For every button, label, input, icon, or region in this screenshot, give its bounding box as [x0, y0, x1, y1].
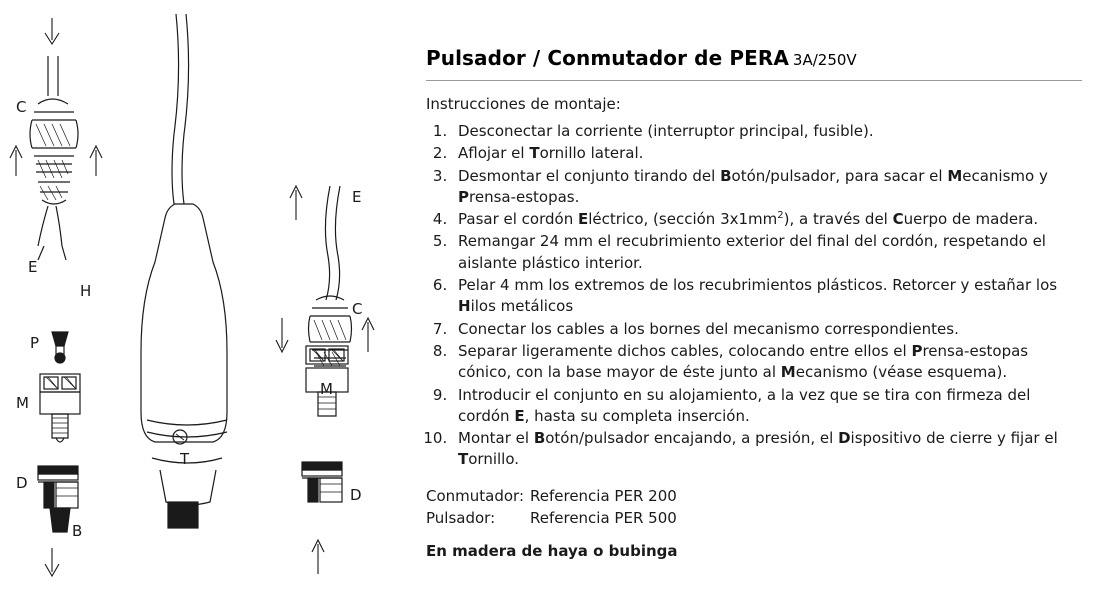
reference-row [426, 507, 1084, 530]
reference-value: Referencia PER 500 [530, 509, 677, 528]
wire-left-b [56, 206, 62, 246]
button-assembly-right [302, 462, 342, 502]
mechanism-block-left [40, 374, 80, 442]
arrow-up-left-1 [10, 146, 22, 176]
arrow-up-right-bottom [312, 540, 324, 574]
label-B-left: B [72, 522, 83, 540]
pear-body [141, 204, 227, 528]
label-C-right: C [352, 300, 363, 318]
material-note: En madera de haya o bubinga [426, 541, 678, 560]
list-item: 4. Pasar el cordón Eléctrico, (sección $3x1mm^2$), a través del Cuerpo de madera. [452, 209, 1084, 230]
gland-right [309, 296, 352, 366]
instructions-panel [424, 0, 1084, 600]
arrow-bottom-left [45, 548, 59, 576]
arrow-up-right-top [290, 186, 302, 220]
intro-text: Instrucciones de montaje: [426, 95, 621, 113]
assembly-diagram [0, 0, 420, 600]
wire-left-a [38, 206, 48, 246]
list-item: 9. Introducir el conjunto en su alojamiento, a la vez que se tira con firmeza del cordón E, hasta su completa inserción. [452, 385, 1084, 428]
list-item: 7. Conectar los cables a los bornes del mecanismo correspondientes. [452, 319, 1084, 340]
list-item: 5. Remangar 24 mm el recubrimiento exterior del final del cordón, respetando el aislante plástico interior. [452, 231, 1084, 274]
label-D-left: D [16, 474, 28, 492]
header-divider [426, 80, 1082, 81]
rating-text: 3A/250V [792, 51, 857, 69]
reference-row [426, 485, 1084, 508]
label-P-left: P [30, 334, 40, 352]
list-item: 6. Pelar 4 mm los extremos de los recubrimientos plásticos. Retorcer y estañar los Hilos metálicos [452, 275, 1084, 318]
page-title: Pulsador / Conmutador de PERA [426, 46, 789, 70]
cord-center [172, 14, 179, 204]
label-H-left: H [80, 282, 92, 300]
cone-piece-P [52, 332, 68, 363]
reference-label: Conmutador: [426, 486, 525, 505]
diagram-svg [0, 0, 420, 600]
cord-right [325, 186, 330, 300]
arrow-up-left-2 [90, 146, 102, 176]
list-item: 2. Aflojar el Tornillo lateral. [452, 143, 1084, 164]
label-C-left: C [16, 98, 27, 116]
steps-list [424, 121, 1084, 471]
list-item: 3. Desmontar el conjunto tirando del Botón/pulsador, para sacar el Mecanismo y Prensa-estopas. [452, 166, 1084, 209]
header [424, 46, 1084, 70]
list-item: 10. Montar el Botón/pulsador encajando, a presión, el Dispositivo de cierre y fijar el Tornillo. [452, 428, 1084, 471]
list-item: 8. Separar ligeramente dichos cables, colocando entre ellos el Prensa-estopas cónico, con la base mayor de éste junto al Mecanismo (véase esquema). [452, 341, 1084, 384]
label-D-right: D [350, 486, 362, 504]
label-E-right: E [352, 188, 362, 206]
reference-label: Pulsador: [426, 509, 496, 528]
gland-left [30, 99, 78, 204]
reference-value: Referencia PER 200 [530, 486, 677, 505]
arrow-top-left [45, 18, 59, 44]
label-M-right: M [320, 380, 333, 398]
label-T-center: T [180, 450, 190, 468]
references-block [426, 485, 1084, 530]
arrow-up-right-mid [362, 318, 374, 352]
label-M-left: M [16, 394, 29, 412]
list-item: 1. Desconectar la corriente (interruptor principal, fusible). [452, 121, 1084, 142]
label-E-left: E [28, 258, 38, 276]
arrow-down-right [276, 318, 288, 352]
